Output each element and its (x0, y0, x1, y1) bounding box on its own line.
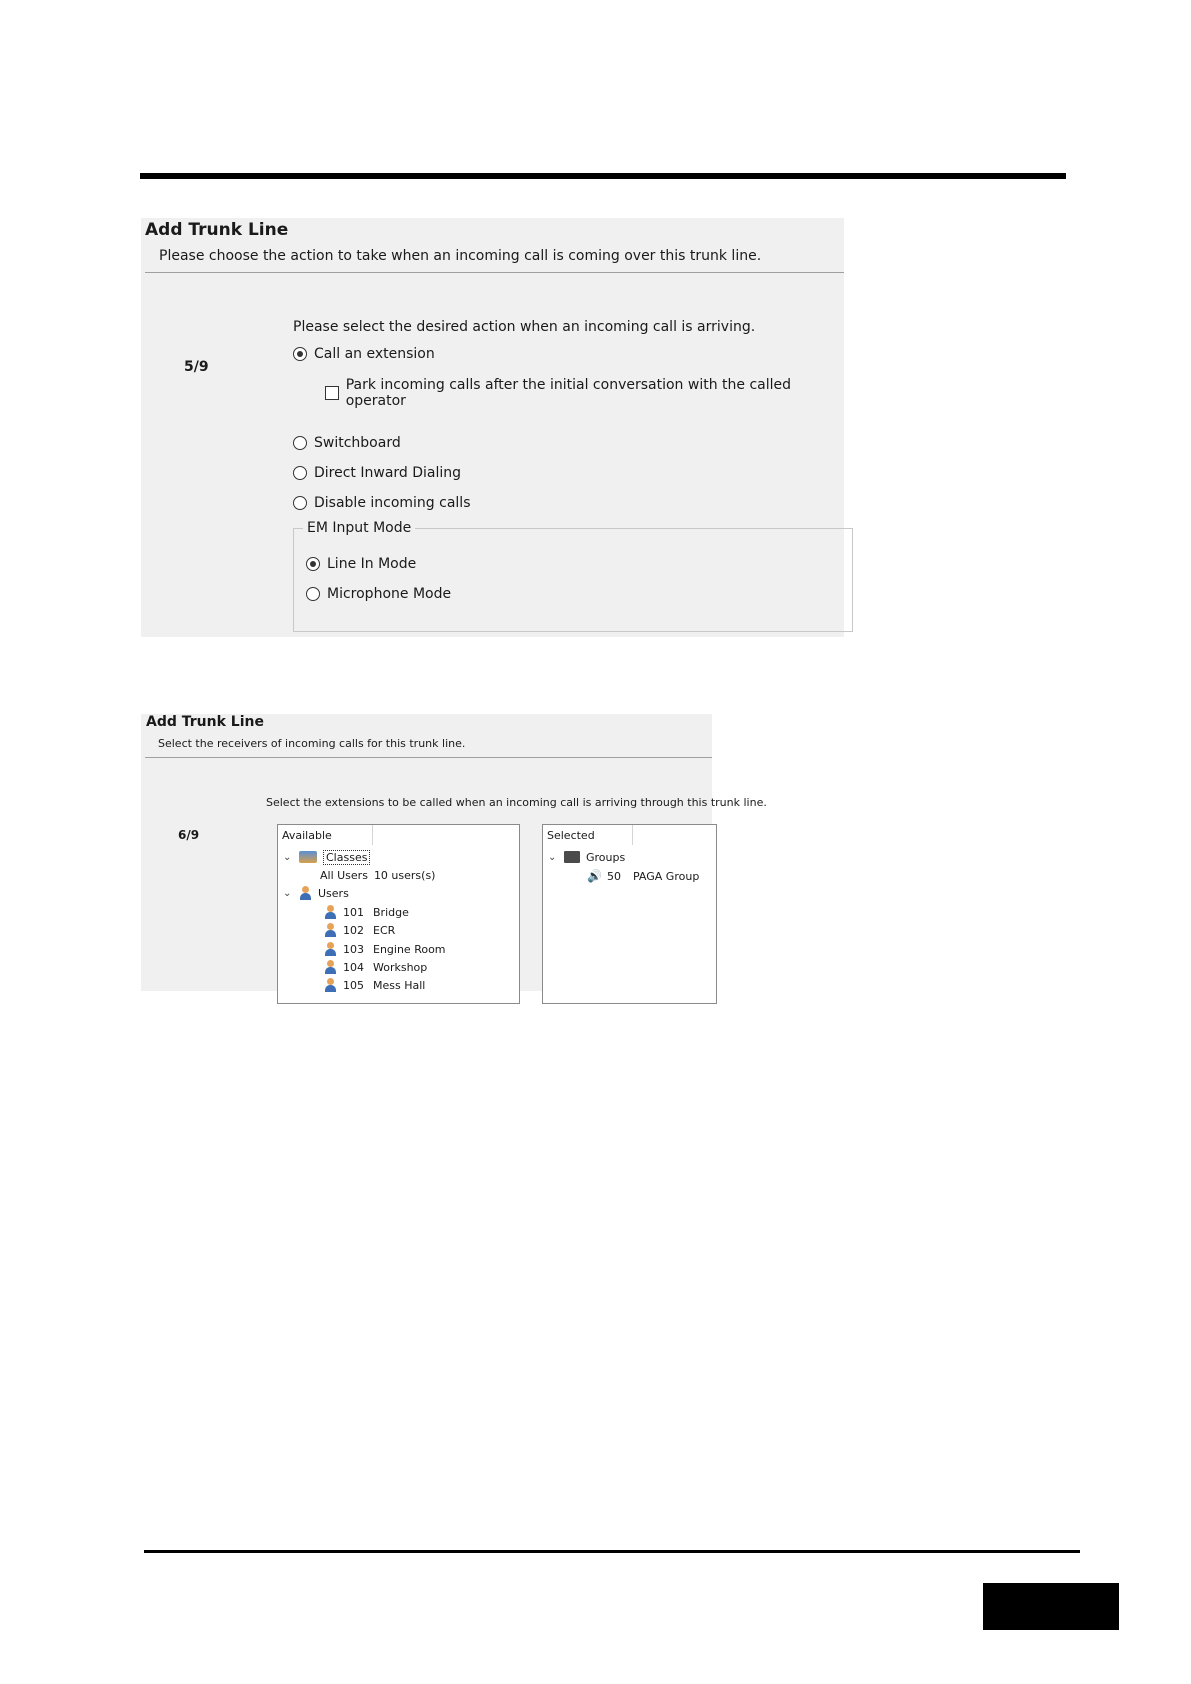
dialog-title: Add Trunk Line (145, 220, 289, 240)
chevron-down-icon[interactable]: ⌄ (283, 851, 292, 863)
header-rule (140, 173, 1066, 179)
radio-disable-incoming[interactable] (293, 495, 471, 511)
classes-icon (299, 851, 317, 863)
dialog-subtitle: Select the receivers of incoming calls for this trunk line. (158, 737, 466, 750)
user-name: ECR (373, 923, 396, 937)
radio-button-selected[interactable] (293, 347, 307, 361)
group-label: EM Input Mode (303, 520, 415, 536)
radio-button[interactable] (293, 496, 307, 510)
tree-item-user[interactable] (324, 977, 425, 993)
user-extension: 104 (343, 960, 364, 974)
radio-button[interactable] (293, 466, 307, 480)
tree-label: Classes (323, 850, 370, 865)
extensions-prompt: Select the extensions to be called when an incoming call is arriving through this trunk line. (266, 796, 767, 809)
radio-label: Direct Inward Dialing (314, 465, 462, 481)
page-number-box (983, 1583, 1119, 1630)
user-extension: 102 (343, 923, 364, 937)
chevron-down-icon[interactable]: ⌄ (548, 851, 557, 863)
user-name: Mess Hall (373, 978, 426, 992)
user-name: Engine Room (373, 942, 446, 956)
group-extension: 50 (607, 869, 621, 883)
checkbox[interactable] (325, 386, 339, 400)
radio-label: Call an extension (314, 346, 435, 362)
user-icon (324, 942, 337, 956)
user-icon (324, 978, 337, 992)
action-prompt: Please select the desired action when an incoming call is arriving. (293, 319, 756, 335)
user-extension: 103 (343, 942, 364, 956)
tree-item-group[interactable] (587, 868, 699, 884)
radio-label: Microphone Mode (327, 586, 452, 602)
folder-icon (564, 851, 580, 863)
available-list[interactable] (277, 824, 520, 1004)
radio-direct-inward-dialing[interactable] (293, 465, 461, 481)
user-name: Bridge (373, 905, 409, 919)
radio-line-in-mode[interactable] (306, 556, 416, 572)
user-extension: 101 (343, 905, 364, 919)
tree-label: Users (318, 886, 349, 900)
tree-item-user[interactable] (324, 922, 395, 938)
divider (145, 757, 712, 758)
user-icon (299, 886, 312, 900)
tree-item-user[interactable] (324, 941, 446, 957)
radio-microphone-mode[interactable] (306, 586, 451, 602)
group-name: PAGA Group (633, 869, 700, 883)
em-input-mode-group (293, 528, 853, 632)
tree-item-user[interactable] (324, 904, 409, 920)
radio-call-extension[interactable] (293, 346, 435, 362)
radio-switchboard[interactable] (293, 435, 401, 451)
tree-label: Groups (586, 850, 626, 864)
radio-button[interactable] (293, 436, 307, 450)
radio-label: Switchboard (314, 435, 401, 451)
radio-button-selected[interactable] (306, 557, 320, 571)
divider (145, 272, 844, 273)
user-icon (324, 905, 337, 919)
tree-node-groups[interactable] (548, 849, 625, 865)
tree-node-users[interactable] (283, 885, 349, 901)
tree-node-classes[interactable] (283, 849, 370, 865)
column-header-selected[interactable]: Selected (543, 825, 633, 845)
item-count: 10 users(s) (373, 868, 436, 882)
speaker-icon: 🔊 (587, 869, 602, 883)
step-indicator: 6/9 (178, 828, 200, 842)
tree-item-all-users[interactable] (320, 867, 435, 883)
selected-list[interactable] (542, 824, 717, 1004)
tree-item-user[interactable] (324, 959, 427, 975)
dialog-subtitle: Please choose the action to take when an incoming call is coming over this trunk line. (159, 248, 762, 264)
user-name: Workshop (373, 960, 428, 974)
step-indicator: 5/9 (184, 359, 209, 375)
radio-label: Disable incoming calls (314, 495, 471, 511)
chevron-down-icon[interactable]: ⌄ (283, 887, 292, 899)
user-icon (324, 923, 337, 937)
item-name: All Users (320, 868, 368, 882)
user-icon (324, 960, 337, 974)
wizard-panel-step-5 (141, 218, 844, 637)
wizard-panel-step-6 (141, 714, 767, 992)
radio-label: Line In Mode (327, 556, 417, 572)
checkbox-label: Park incoming calls after the initial conversation with the called operator (345, 377, 791, 409)
dialog-title: Add Trunk Line (146, 714, 264, 730)
checkbox-park-calls[interactable] (325, 377, 844, 409)
footer-rule (144, 1550, 1080, 1553)
column-header-available[interactable]: Available (278, 825, 373, 845)
user-extension: 105 (343, 978, 364, 992)
radio-button[interactable] (306, 587, 320, 601)
